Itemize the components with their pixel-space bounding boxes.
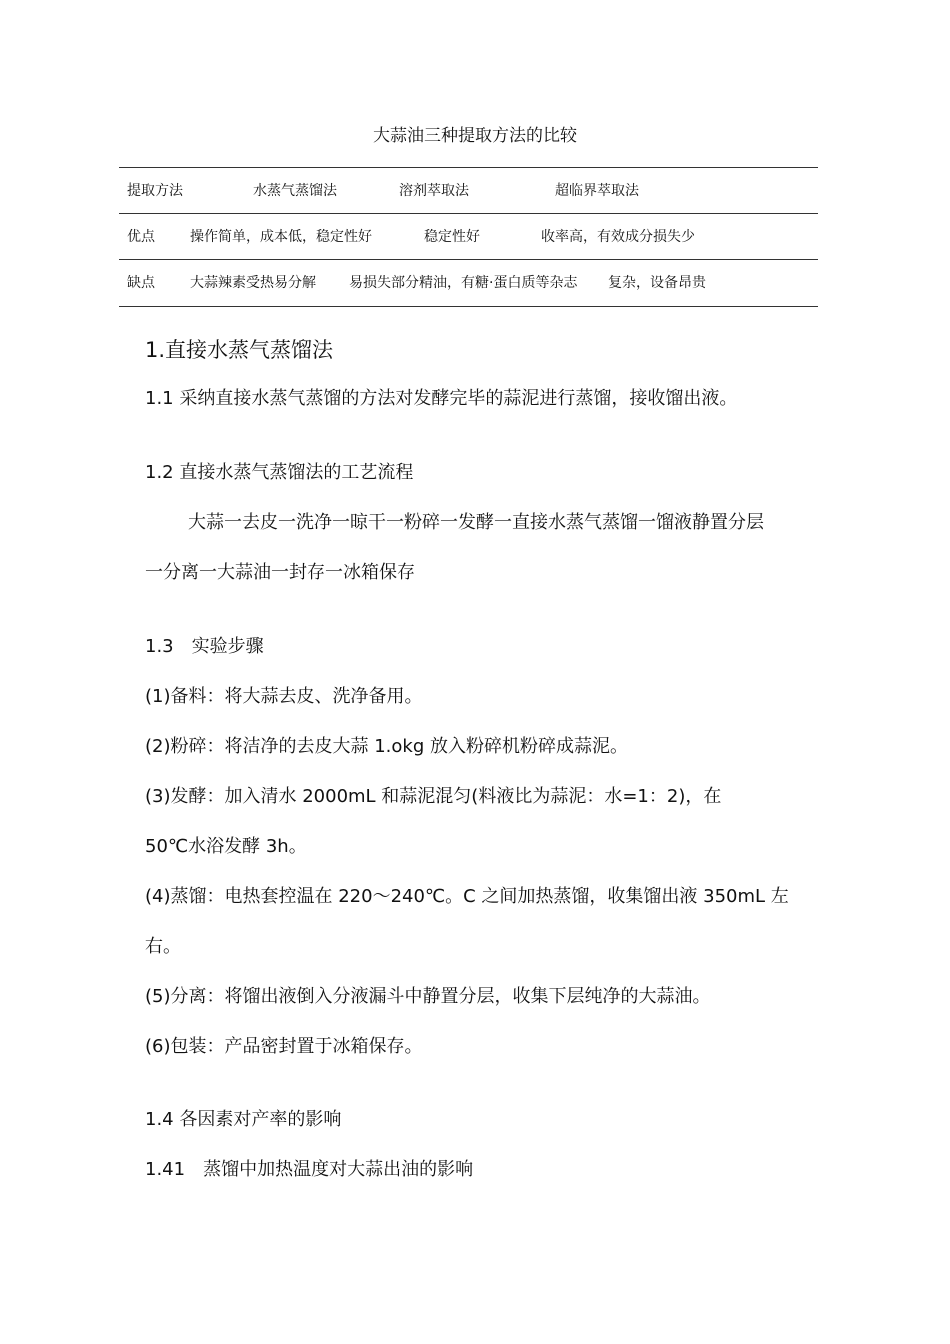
- table-row-disadvantages-label: 缺点: [127, 275, 155, 291]
- table-title: 大蒜油三种提取方法的比较: [373, 126, 577, 146]
- section-heading: 1.直接水蒸气蒸馏法: [145, 338, 334, 362]
- step-6: (6)包装：产品密封置于冰箱保存。: [145, 1036, 423, 1057]
- step-4-line-2: 右。: [145, 936, 181, 957]
- step-3-line-1: (3)发酵：加入清水 2000mL 和蒜泥混匀(料液比为蒜泥：水=1：2)，在: [145, 786, 722, 807]
- step-2: (2)粉碎：将洁净的去皮大蒜 1.okg 放入粉碎机粉碎成蒜泥。: [145, 736, 628, 757]
- table-header-steam-distillation: 水蒸气蒸馏法: [253, 183, 337, 199]
- paragraph-1-2: 1.2 直接水蒸气蒸馏法的工艺流程: [145, 462, 414, 483]
- process-flow-line-2: 一分离一大蒜油一封存一冰箱保存: [145, 562, 415, 583]
- table-header-solvent-extraction: 溶剂萃取法: [399, 183, 469, 199]
- table-rule: [119, 213, 818, 214]
- table-bottom-rule: [119, 306, 818, 307]
- paragraph-1-3: 1.3 实验步骤: [145, 636, 264, 657]
- table-cell: 复杂，设备昂贵: [608, 275, 706, 291]
- table-top-rule: [119, 167, 818, 168]
- table-header-label: 提取方法: [127, 183, 183, 199]
- step-4-line-1: (4)蒸馏：电热套控温在 220～240℃。C 之间加热蒸馏，收集馏出液 350mL 左: [145, 886, 789, 907]
- table-rule: [119, 259, 818, 260]
- step-5: (5)分离：将馏出液倒入分液漏斗中静置分层，收集下层纯净的大蒜油。: [145, 986, 711, 1007]
- table-cell: 易损失部分精油，有糖·蛋白质等杂志: [349, 275, 578, 291]
- table-row-advantages-label: 优点: [127, 229, 155, 245]
- table-header-supercritical-extraction: 超临界萃取法: [555, 183, 639, 199]
- step-1: (1)备料：将大蒜去皮、洗净备用。: [145, 686, 423, 707]
- table-cell: 操作简单，成本低，稳定性好: [190, 229, 372, 245]
- paragraph-1-41: 1.41 蒸馏中加热温度对大蒜出油的影响: [145, 1159, 474, 1180]
- step-3-line-2: 50℃水浴发酵 3h。: [145, 836, 307, 857]
- process-flow-line-1: 大蒜一去皮一洗净一晾干一粉碎一发酵一直接水蒸气蒸馏一馏液静置分层: [188, 512, 764, 533]
- table-cell: 收率高，有效成分损失少: [541, 229, 695, 245]
- paragraph-1-1: 1.1 采纳直接水蒸气蒸馏的方法对发酵完毕的蒜泥进行蒸馏，接收馏出液。: [145, 388, 738, 409]
- table-cell: 稳定性好: [424, 229, 480, 245]
- table-cell: 大蒜辣素受热易分解: [190, 275, 316, 291]
- paragraph-1-4: 1.4 各因素对产率的影响: [145, 1109, 342, 1130]
